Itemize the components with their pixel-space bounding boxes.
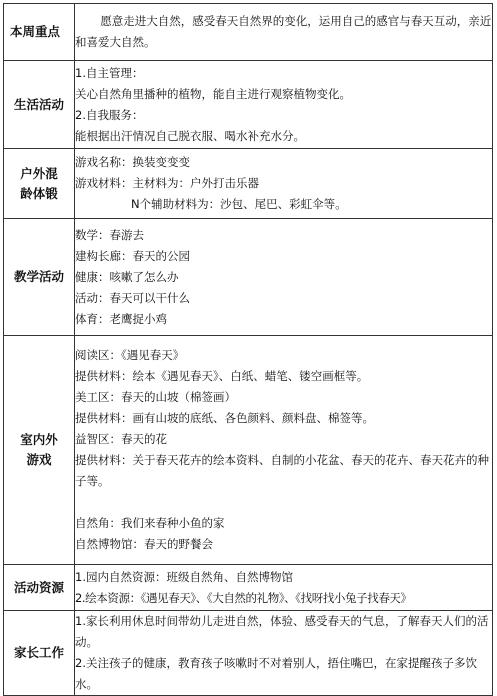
indoor-line: 益智区：春天的花	[75, 432, 167, 446]
label-resources: 活动资源	[4, 565, 75, 611]
teaching-line: 建构长廊：春天的公园	[75, 248, 190, 263]
content-focus	[75, 4, 493, 61]
parents-line: 1.家长利用休息时间带幼儿走进自然，体验、感受春天的气息，了解春天人们的活动。	[75, 614, 489, 649]
outdoor-line: 游戏名称：换装变变变	[75, 155, 190, 169]
content-outdoor	[75, 149, 493, 219]
indoor-line: 自然角：我们来春种小鱼的家	[75, 516, 225, 530]
weekly-plan-table	[3, 3, 493, 696]
row-outdoor	[4, 149, 493, 219]
content-resources	[75, 565, 493, 611]
label-indoor-line2: 游戏	[26, 452, 52, 467]
label-indoor	[4, 336, 75, 565]
indoor-line: 提供材料：关于春天花卉的绘本资料、自制的小花盆、春天的花卉、春天花卉的种子等。	[75, 453, 489, 488]
teaching-line: 体育：老鹰捉小鸡	[75, 311, 167, 326]
life-line: 能根据出汗情况自己脱衣服、喝水补充水分。	[75, 128, 305, 143]
resources-line: 2.绘本资源：《遇见春天》、《大自然的礼物》、《找呀找小兔子找春天》	[75, 590, 412, 605]
row-teaching	[4, 219, 493, 336]
outdoor-line: 游戏材料：主材料为：户外打击乐器	[75, 176, 259, 190]
life-line: 1.自主管理：	[75, 65, 144, 80]
content-teaching	[75, 219, 493, 336]
row-parents	[4, 611, 493, 696]
content-parents	[75, 611, 493, 696]
indoor-line: 自然博物馆：春天的野餐会	[75, 537, 213, 551]
label-focus: 本周重点	[4, 4, 75, 61]
indoor-line: 美工区：春天的山坡（棉签画）	[75, 390, 236, 404]
label-outdoor-line2: 龄体锻	[20, 185, 58, 201]
row-life	[4, 61, 493, 149]
teaching-line: 数学：春游去	[75, 227, 144, 242]
label-parents: 家长工作	[4, 611, 75, 696]
indoor-line: 提供材料：画有山坡的底纸、各色颜料、颜料盘、棉签等。	[75, 411, 374, 425]
focus-text: 愿意走进大自然，感受春天自然界的变化，运用自己的感官与春天互动，亲近和喜爱大自然。	[75, 14, 492, 49]
label-outdoor-line1: 户外混	[20, 165, 58, 181]
row-resources	[4, 565, 493, 611]
label-teaching: 教学活动	[4, 219, 75, 336]
row-focus	[4, 4, 493, 61]
content-life	[75, 61, 493, 149]
blank-line	[75, 492, 492, 513]
content-indoor	[75, 336, 493, 565]
label-indoor-line1: 室内外	[20, 432, 58, 447]
outdoor-line: N个辅助材料为：沙包、尾巴、彩虹伞等。	[131, 197, 347, 211]
label-outdoor	[4, 149, 75, 219]
indoor-line: 阅读区：《遇见春天》	[75, 348, 185, 362]
life-line: 2.自我服务：	[75, 107, 144, 122]
parents-line: 2.关注孩子的健康，教育孩子咳嗽时不对着别人，捂住嘴巴，在家提醒孩子多饮水。	[75, 656, 477, 691]
row-indoor	[4, 336, 493, 565]
indoor-line: 提供材料：绘本《遇见春天》、白纸、蜡笔、镂空画框等。	[75, 369, 369, 383]
label-life: 生活活动	[4, 61, 75, 149]
teaching-line: 健康：咳嗽了怎么办	[75, 269, 179, 284]
life-line: 关心自然角里播种的植物，能自主进行观察植物变化。	[75, 86, 351, 101]
teaching-line: 活动：春天可以干什么	[75, 290, 190, 305]
resources-line: 1.园内自然资源：班级自然角、自然博物馆	[75, 569, 293, 584]
